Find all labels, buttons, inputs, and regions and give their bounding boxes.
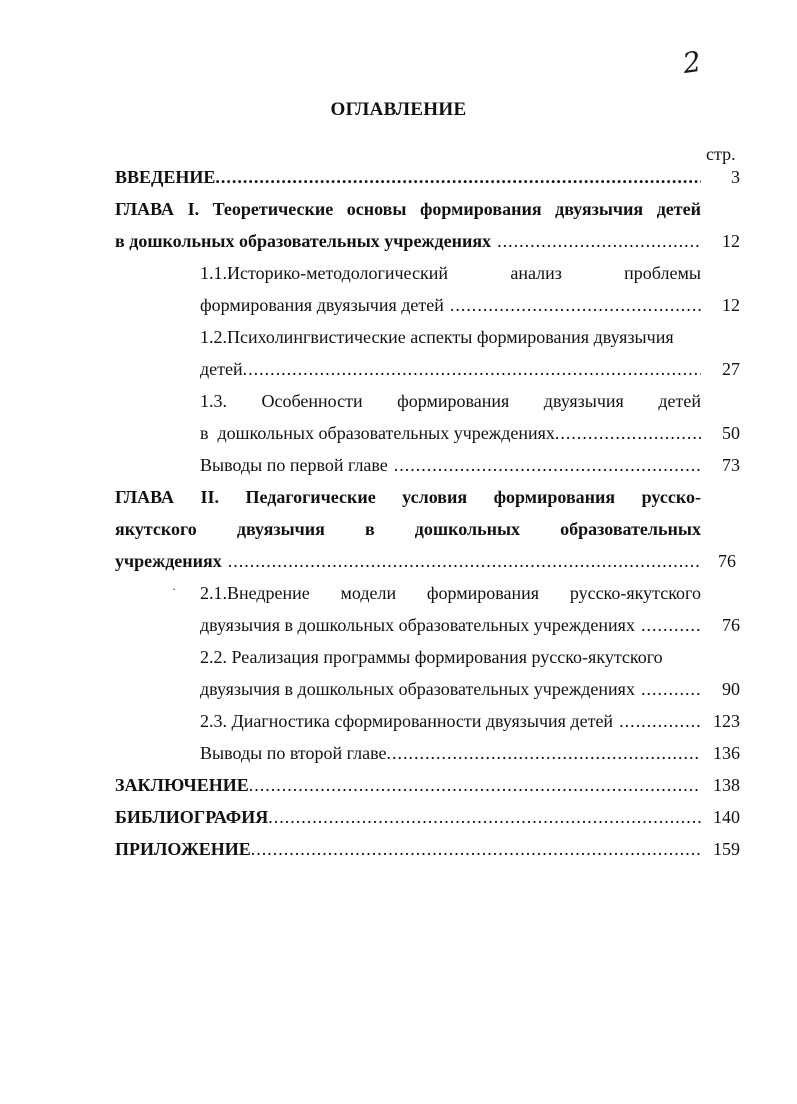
handwritten-page-number: 2 xyxy=(680,44,704,81)
toc-page-number: 138 xyxy=(713,775,740,795)
word: Особенности xyxy=(261,391,363,411)
dot-leader xyxy=(228,550,701,572)
dot-leader xyxy=(450,294,701,316)
toc-page-number: 76 xyxy=(722,615,740,635)
dot-leader xyxy=(641,678,701,700)
toc-section-1-3-line2[interactable] xyxy=(200,422,701,444)
toc-chapter-1-line2[interactable] xyxy=(115,230,701,252)
toc-entry-intro[interactable] xyxy=(115,166,701,188)
word: анализ xyxy=(510,263,562,283)
toc-section-1-1-line2[interactable] xyxy=(200,294,701,316)
toc-page-number: 140 xyxy=(713,807,740,827)
toc-entry-bibliography[interactable] xyxy=(115,806,701,828)
word: 2.1.Внедрение xyxy=(200,583,310,603)
word: проблемы xyxy=(624,263,701,283)
word: двуязычия xyxy=(236,519,325,539)
word: Теоретические xyxy=(212,199,334,219)
pages-column-header: стр. xyxy=(706,144,736,164)
toc-entry-label: 2.3. Диагностика сформированности двуязычия детей xyxy=(200,711,614,731)
toc-page-number: 3 xyxy=(731,167,740,187)
toc-page-number: 123 xyxy=(713,711,740,731)
dot-leader xyxy=(251,838,701,860)
toc-entry-label: в дошкольных образовательных учреждениях xyxy=(200,423,555,443)
toc-page-number: 73 xyxy=(722,455,740,475)
toc-entry-label: Выводы по первой главе xyxy=(200,455,388,475)
toc-page-number: 90 xyxy=(722,679,740,699)
dot-leader xyxy=(386,742,701,764)
toc-section-2-2-line1[interactable]: 2.2. Реализация программы формирования русско-якутского xyxy=(200,647,663,667)
toc-conclusions-chapter-2[interactable] xyxy=(200,742,701,764)
dot-leader xyxy=(243,358,701,380)
toc-section-1-2-line1[interactable]: 1.2.Психолингвистические аспекты формирования двуязычия xyxy=(200,327,674,347)
toc-section-2-3[interactable] xyxy=(200,710,701,732)
word: дошкольных xyxy=(414,519,521,539)
dot-leader xyxy=(555,422,701,444)
word: двуязычия xyxy=(543,391,624,411)
word: ГЛАВА xyxy=(115,199,175,219)
toc-section-2-1-line2[interactable] xyxy=(200,614,701,636)
word: формирования xyxy=(419,199,542,219)
toc-chapter-2-line1[interactable] xyxy=(115,486,701,508)
toc-entry-label: ПРИЛОЖЕНИЕ xyxy=(115,839,251,859)
word: II. xyxy=(200,487,220,507)
dot-leader xyxy=(641,614,701,636)
page-title: ОГЛАВЛЕНИЕ xyxy=(330,99,467,120)
word: условия xyxy=(402,487,468,507)
toc-entry-label: двуязычия в дошкольных образовательных учреждениях xyxy=(200,615,635,635)
word: детей xyxy=(658,391,701,411)
toc-conclusions-chapter-1[interactable] xyxy=(200,454,701,476)
word: ГЛАВА xyxy=(115,487,175,507)
toc-chapter-1-line1[interactable] xyxy=(115,198,701,220)
stray-mark: · xyxy=(172,582,176,596)
toc-entry-conclusion[interactable] xyxy=(115,774,701,796)
word: формирования xyxy=(493,487,616,507)
toc-page-number: 27 xyxy=(722,359,740,379)
toc-entry-label: ЗАКЛЮЧЕНИЕ xyxy=(115,775,249,795)
toc-entry-appendix[interactable] xyxy=(115,838,701,860)
toc-section-2-1-line1[interactable] xyxy=(200,582,701,604)
word: русско- xyxy=(641,487,701,507)
dot-leader xyxy=(497,230,701,252)
word: I. xyxy=(187,199,200,219)
word: модели xyxy=(340,583,397,603)
word: формирования xyxy=(397,391,510,411)
toc-entry-label: учреждениях xyxy=(115,551,222,571)
word: образовательных xyxy=(560,519,701,539)
toc-entry-label: формирования двуязычия детей xyxy=(200,295,444,315)
dot-leader xyxy=(394,454,701,476)
dot-leader xyxy=(268,806,701,828)
toc-entry-label: БИБЛИОГРАФИЯ xyxy=(115,807,269,827)
toc-entry-label: двуязычия в дошкольных образовательных учреждениях xyxy=(200,679,635,699)
word: Педагогические xyxy=(245,487,376,507)
toc-page-number: 76 xyxy=(718,551,736,571)
word: в xyxy=(364,519,375,539)
word: двуязычия xyxy=(555,199,644,219)
word: формирования xyxy=(426,583,540,603)
dot-leader xyxy=(619,710,701,732)
word: основы xyxy=(346,199,407,219)
toc-chapter-2-line3[interactable] xyxy=(115,550,701,572)
toc-page-number: 50 xyxy=(722,423,740,443)
toc-page-number: 12 xyxy=(722,231,740,251)
toc-entry-label: Выводы по второй главе xyxy=(200,743,387,763)
toc-entry-label: в дошкольных образовательных учреждениях xyxy=(115,231,492,251)
toc-page-number: 136 xyxy=(713,743,740,763)
toc-section-1-3-line1[interactable] xyxy=(200,390,701,412)
dot-leader xyxy=(215,166,701,188)
toc-entry-label: детей xyxy=(200,359,243,379)
toc-page-number: 12 xyxy=(722,295,740,315)
toc-section-2-2-line2[interactable] xyxy=(200,678,701,700)
dot-leader xyxy=(249,774,701,796)
word: 1.1.Историко-методологический xyxy=(200,263,448,283)
word: 1.3. xyxy=(200,391,227,411)
word: русско-якутского xyxy=(569,583,701,603)
toc-entry-label: ВВЕДЕНИЕ xyxy=(115,167,216,187)
word: детей xyxy=(656,199,701,219)
word: якутского xyxy=(115,519,197,539)
toc-page-number: 159 xyxy=(713,839,740,859)
toc-section-1-1-line1[interactable] xyxy=(200,262,701,284)
toc-chapter-2-line2[interactable] xyxy=(115,518,701,540)
toc-section-1-2-line2[interactable] xyxy=(200,358,701,380)
